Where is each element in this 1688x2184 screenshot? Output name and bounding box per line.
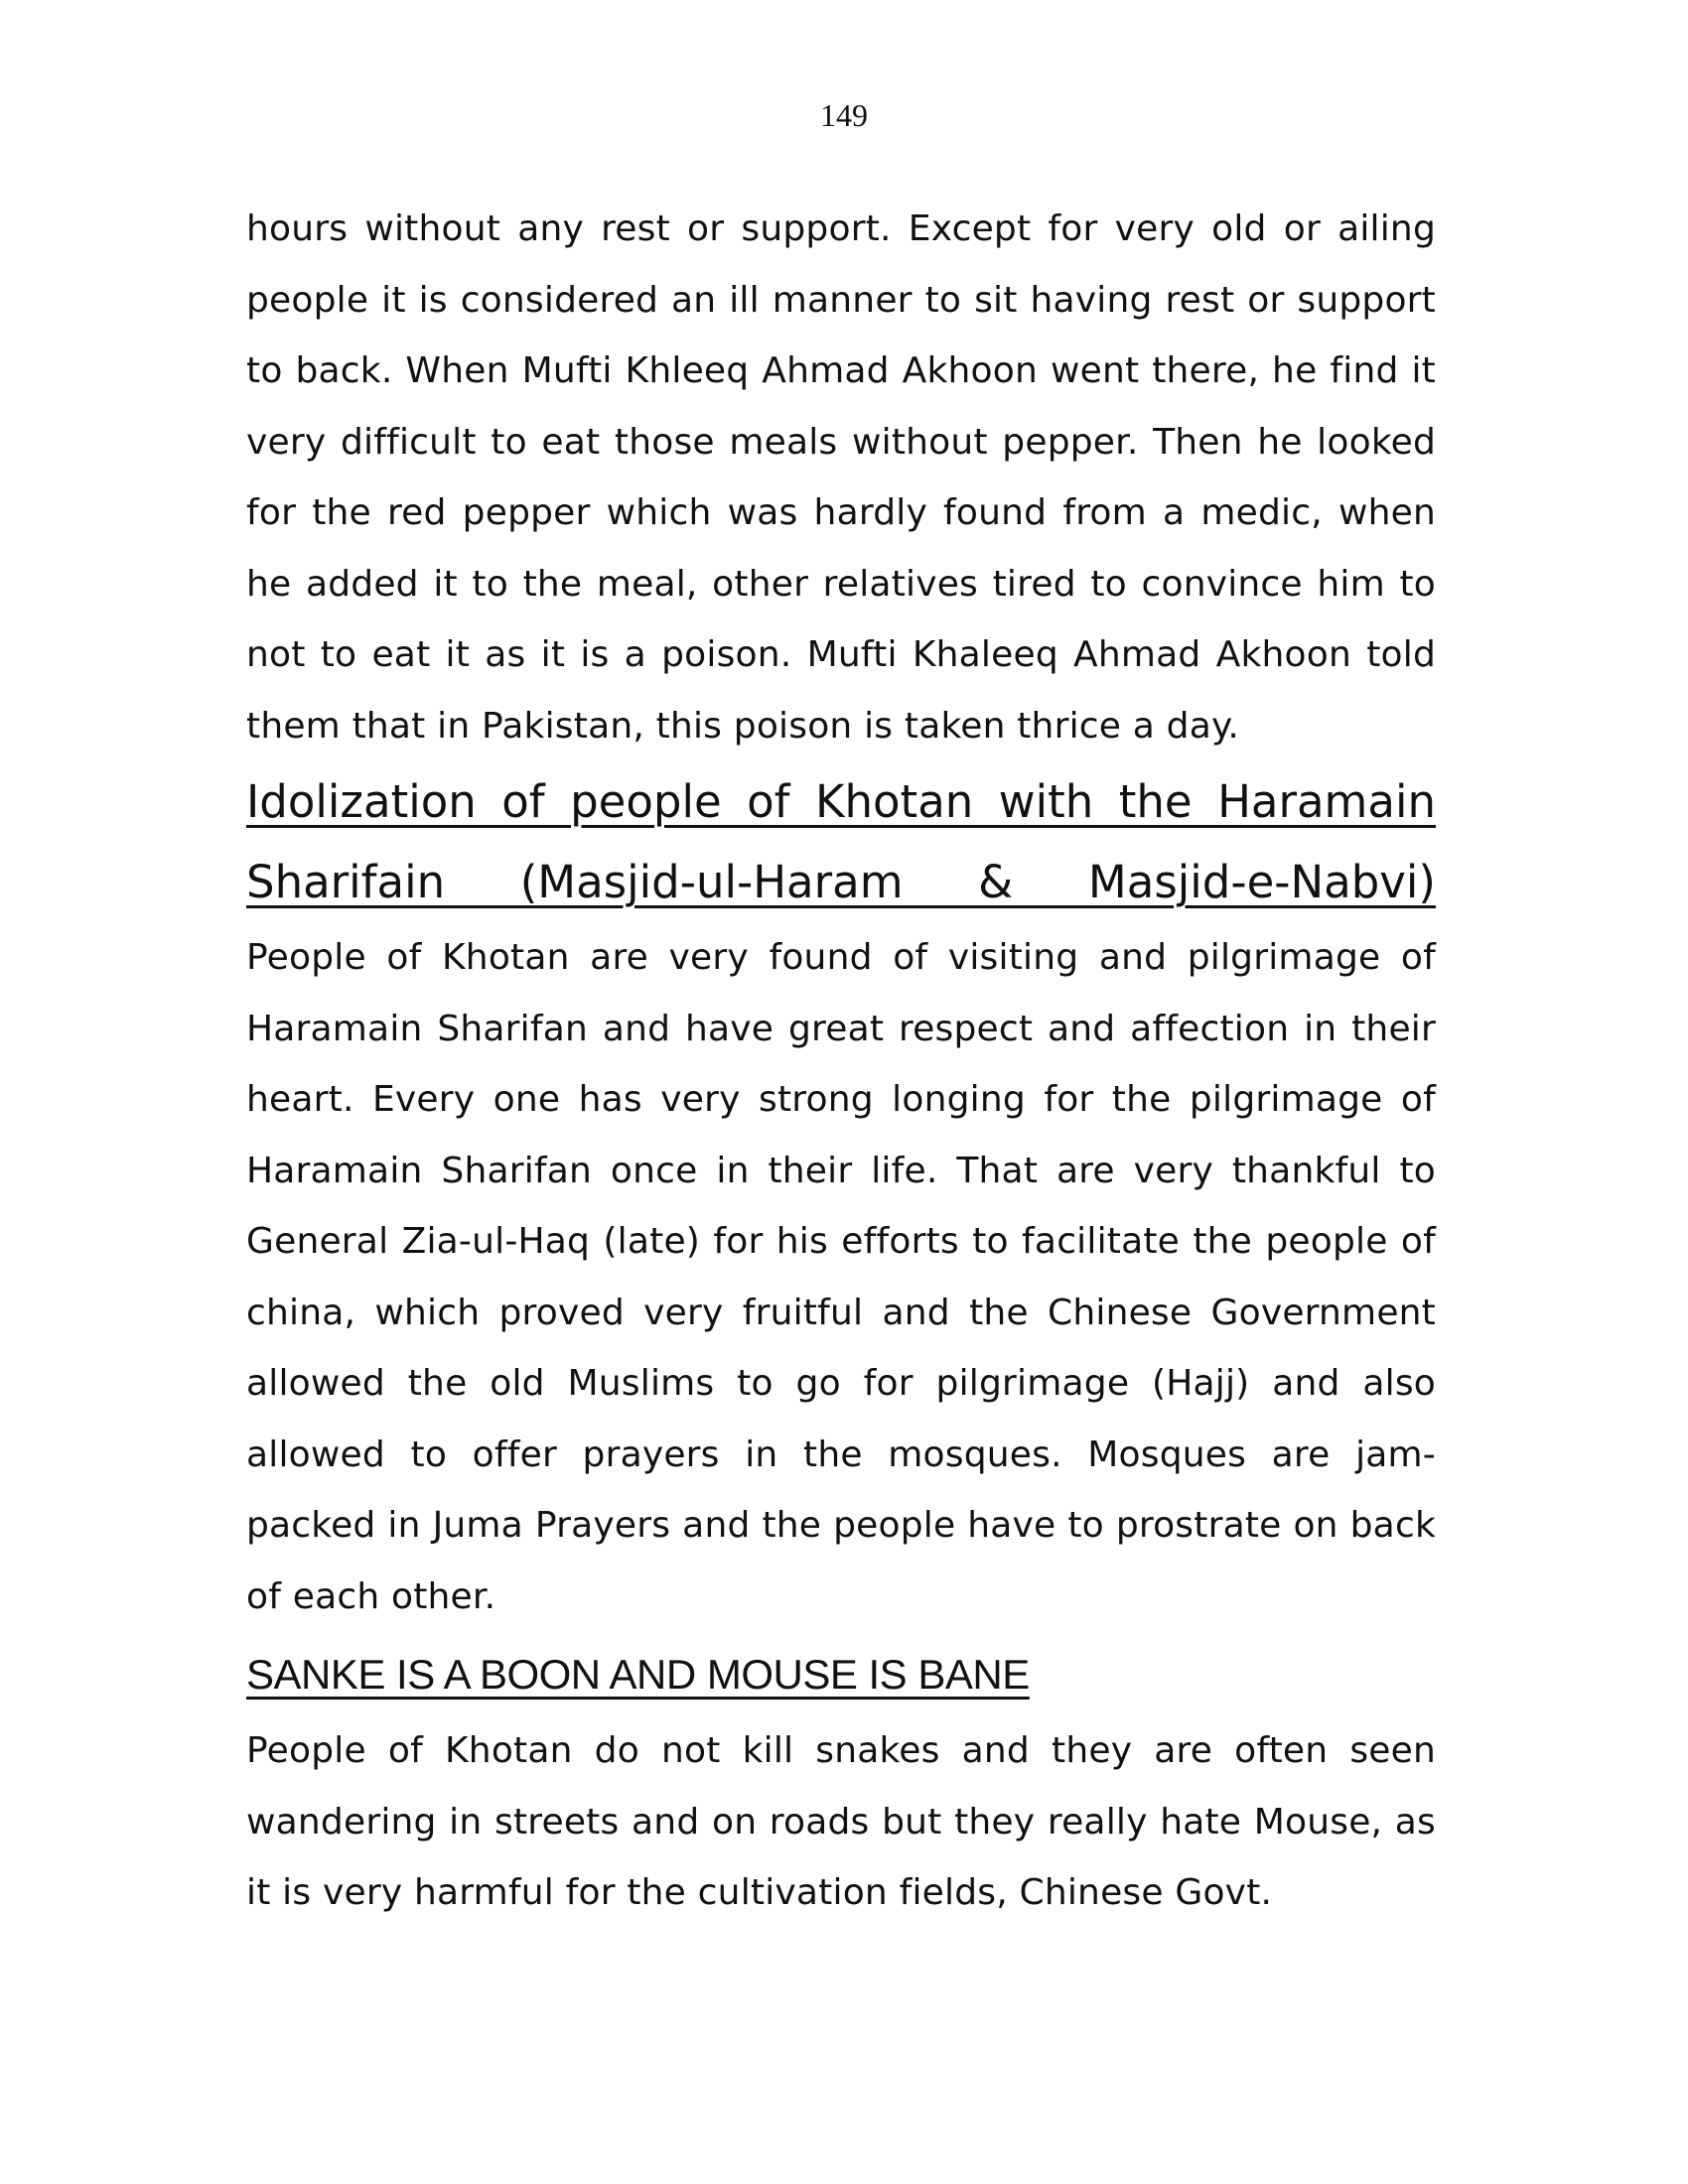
paragraph-haramain-pilgrimage: People of Khotan are very found of visiting and pilgrimage of Haramain Sharifan and have great respect and affection in their heart. Every one has very strong longing for the pilgrimage of Haramain Sharifan once in their life. That are very thankful to General Zia-ul-Haq (late) for his efforts to facilitate the people of china, which proved very fruitful and the Chinese Government allowed the old Muslims to go for pilgrimage (Hajj) and also allowed to offer prayers in the mosques. Mosques are jam-packed in Juma Prayers and the people have to prostrate on back of each other.: [246, 937, 1436, 1617]
page-content: [246, 194, 1436, 1929]
heading-idolization-haramain: Idolization of people of Khotan with the Haramain Sharifain (Masjid-ul-Haram & Masjid-e-Nabvi): [246, 775, 1436, 908]
page-number: 149: [820, 97, 868, 133]
paragraph-pepper-story: hours without any rest or support. Except for very old or ailing people it is considered an ill manner to sit having rest or support to back. When Mufti Khleeq Ahmad Akhoon went there, he find it very difficult to eat those meals without pepper. Then he looked for the red pepper which was hardly found from a medic, when he added it to the meal, other relatives tired to convince him to not to eat it as it is a poison. Mufti Khaleeq Ahmad Akhoon told them that in Pakistan, this poison is taken thrice a day.: [246, 208, 1436, 747]
paragraph-snake-mouse: People of Khotan do not kill snakes and they are often seen wandering in streets and on roads but they really hate Mouse, as it is very harmful for the cultivation fields, Chinese Govt.: [246, 1730, 1436, 1913]
heading-snake-mouse: SANKE IS A BOON AND MOUSE IS BANE: [246, 1651, 1030, 1698]
